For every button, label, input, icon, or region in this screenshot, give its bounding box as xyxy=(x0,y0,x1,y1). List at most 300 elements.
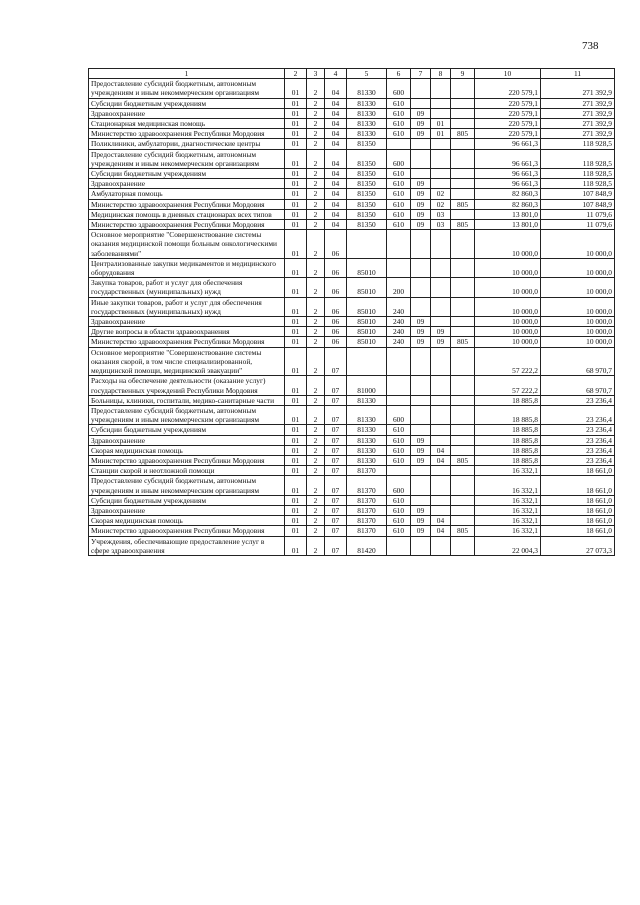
code-cell xyxy=(431,405,451,424)
code-cell: 2 xyxy=(307,199,325,209)
amount-cell: 23 236,4 xyxy=(541,425,615,435)
code-cell xyxy=(411,466,431,476)
code-cell: 07 xyxy=(325,376,347,395)
amount-cell: 16 332,1 xyxy=(475,495,541,505)
row-label: Иные закупки товаров, работ и услуг для обеспечения государственных (муниципальных) нужд xyxy=(89,297,285,316)
amount-cell: 23 236,4 xyxy=(541,395,615,405)
code-cell: 610 xyxy=(387,129,411,139)
code-cell: 2 xyxy=(307,278,325,297)
code-cell: 610 xyxy=(387,108,411,118)
table-row xyxy=(89,455,615,465)
code-cell: 01 xyxy=(285,405,307,424)
code-cell xyxy=(431,139,451,149)
code-cell: 06 xyxy=(325,258,347,277)
row-label: Медицинская помощь в дневных стационарах всех типов xyxy=(89,209,285,219)
amount-cell: 27 073,3 xyxy=(541,536,615,555)
code-cell xyxy=(431,297,451,316)
code-cell xyxy=(451,425,475,435)
code-cell xyxy=(451,395,475,405)
code-cell: 07 xyxy=(325,395,347,405)
row-label: Здравоохранение xyxy=(89,179,285,189)
code-cell xyxy=(387,395,411,405)
code-cell: 81350 xyxy=(347,179,387,189)
amount-cell: 16 332,1 xyxy=(475,476,541,495)
code-cell xyxy=(431,347,451,376)
page-number: 738 xyxy=(582,40,599,52)
amount-cell: 107 848,9 xyxy=(541,189,615,199)
row-label: Предоставление субсидий бюджетным, автономным учреждениям и иным некоммерческим организациям xyxy=(89,79,285,98)
amount-cell: 271 392,9 xyxy=(541,98,615,108)
amount-cell: 96 661,3 xyxy=(475,139,541,149)
code-cell: 04 xyxy=(325,199,347,209)
code-cell xyxy=(431,108,451,118)
row-label: Скорая медицинская помощь xyxy=(89,516,285,526)
code-cell: 85010 xyxy=(347,337,387,347)
amount-cell: 82 860,3 xyxy=(475,189,541,199)
code-cell: 01 xyxy=(285,327,307,337)
amount-cell: 220 579,1 xyxy=(475,108,541,118)
amount-cell: 11 079,6 xyxy=(541,220,615,230)
code-cell: 2 xyxy=(307,230,325,259)
amount-cell: 18 885,8 xyxy=(475,425,541,435)
amount-cell: 271 392,9 xyxy=(541,108,615,118)
code-cell: 2 xyxy=(307,376,325,395)
code-cell: 2 xyxy=(307,98,325,108)
code-cell: 01 xyxy=(285,149,307,168)
code-cell: 610 xyxy=(387,220,411,230)
amount-cell: 13 801,0 xyxy=(475,209,541,219)
code-cell: 07 xyxy=(325,466,347,476)
code-cell: 09 xyxy=(411,119,431,129)
column-header: 11 xyxy=(541,69,615,79)
code-cell: 2 xyxy=(307,297,325,316)
code-cell xyxy=(451,189,475,199)
code-cell xyxy=(431,258,451,277)
code-cell: 01 xyxy=(285,347,307,376)
code-cell: 2 xyxy=(307,425,325,435)
row-label: Субсидии бюджетным учреждениям xyxy=(89,425,285,435)
code-cell: 06 xyxy=(325,317,347,327)
code-cell xyxy=(431,466,451,476)
amount-cell: 23 236,4 xyxy=(541,455,615,465)
code-cell: 81330 xyxy=(347,435,387,445)
code-cell: 200 xyxy=(387,278,411,297)
code-cell: 610 xyxy=(387,179,411,189)
code-cell: 03 xyxy=(431,220,451,230)
code-cell xyxy=(411,149,431,168)
code-cell: 01 xyxy=(285,376,307,395)
code-cell: 01 xyxy=(285,466,307,476)
code-cell: 805 xyxy=(451,220,475,230)
code-cell: 07 xyxy=(325,347,347,376)
table-row xyxy=(89,317,615,327)
code-cell: 06 xyxy=(325,297,347,316)
amount-cell: 22 004,3 xyxy=(475,536,541,555)
code-cell xyxy=(451,108,475,118)
code-cell: 610 xyxy=(387,169,411,179)
code-cell: 81350 xyxy=(347,139,387,149)
code-cell: 01 xyxy=(285,505,307,515)
code-cell xyxy=(451,516,475,526)
table-row xyxy=(89,395,615,405)
code-cell: 2 xyxy=(307,435,325,445)
amount-cell: 18 885,8 xyxy=(475,395,541,405)
code-cell: 01 xyxy=(285,169,307,179)
code-cell: 2 xyxy=(307,79,325,98)
code-cell: 09 xyxy=(411,189,431,199)
code-cell: 610 xyxy=(387,425,411,435)
code-cell xyxy=(411,395,431,405)
code-cell xyxy=(451,209,475,219)
code-cell xyxy=(387,230,411,259)
code-cell xyxy=(411,258,431,277)
code-cell: 01 xyxy=(431,119,451,129)
code-cell xyxy=(451,169,475,179)
code-cell xyxy=(387,347,411,376)
code-cell: 81330 xyxy=(347,405,387,424)
code-cell: 07 xyxy=(325,405,347,424)
row-label: Субсидии бюджетным учреждениям xyxy=(89,98,285,108)
code-cell: 81000 xyxy=(347,376,387,395)
code-cell xyxy=(411,425,431,435)
code-cell: 2 xyxy=(307,189,325,199)
code-cell: 2 xyxy=(307,347,325,376)
code-cell xyxy=(431,395,451,405)
code-cell: 805 xyxy=(451,199,475,209)
code-cell: 2 xyxy=(307,327,325,337)
code-cell: 610 xyxy=(387,516,411,526)
code-cell: 805 xyxy=(451,337,475,347)
code-cell: 2 xyxy=(307,119,325,129)
code-cell: 81350 xyxy=(347,149,387,168)
row-label: Основное мероприятие "Совершенствование системы оказания скорой, в том числе специализированной, медицинской помощи, медицинской эвакуации" xyxy=(89,347,285,376)
code-cell: 2 xyxy=(307,337,325,347)
code-cell: 610 xyxy=(387,98,411,108)
code-cell: 09 xyxy=(411,108,431,118)
column-header: 9 xyxy=(451,69,475,79)
code-cell: 610 xyxy=(387,445,411,455)
amount-cell: 10 000,0 xyxy=(541,258,615,277)
code-cell: 06 xyxy=(325,278,347,297)
code-cell: 2 xyxy=(307,536,325,555)
row-label: Скорая медицинская помощь xyxy=(89,445,285,455)
table-row xyxy=(89,179,615,189)
code-cell: 04 xyxy=(325,108,347,118)
amount-cell: 16 332,1 xyxy=(475,466,541,476)
code-cell xyxy=(431,230,451,259)
row-label: Другие вопросы в области здравоохранения xyxy=(89,327,285,337)
code-cell: 01 xyxy=(285,108,307,118)
code-cell: 2 xyxy=(307,179,325,189)
row-label: Централизованные закупки медикаментов и медицинского оборудования xyxy=(89,258,285,277)
code-cell: 02 xyxy=(431,189,451,199)
amount-cell: 271 392,9 xyxy=(541,79,615,98)
code-cell: 09 xyxy=(411,505,431,515)
amount-cell: 18 885,8 xyxy=(475,435,541,445)
column-header: 1 xyxy=(89,69,285,79)
code-cell xyxy=(411,139,431,149)
code-cell: 85010 xyxy=(347,317,387,327)
code-cell xyxy=(451,230,475,259)
code-cell: 2 xyxy=(307,476,325,495)
amount-cell: 18 661,0 xyxy=(541,526,615,536)
amount-cell: 10 000,0 xyxy=(475,258,541,277)
code-cell xyxy=(451,476,475,495)
budget-table xyxy=(88,68,615,556)
code-cell xyxy=(431,536,451,555)
row-label: Поликлиники, амбулатории, диагностические центры xyxy=(89,139,285,149)
code-cell xyxy=(451,376,475,395)
code-cell: 06 xyxy=(325,327,347,337)
table-row xyxy=(89,435,615,445)
code-cell: 04 xyxy=(431,445,451,455)
code-cell: 2 xyxy=(307,395,325,405)
code-cell: 610 xyxy=(387,435,411,445)
amount-cell: 10 000,0 xyxy=(475,327,541,337)
code-cell: 81330 xyxy=(347,395,387,405)
code-cell xyxy=(431,79,451,98)
code-cell xyxy=(347,347,387,376)
amount-cell: 18 885,8 xyxy=(475,445,541,455)
code-cell xyxy=(411,230,431,259)
code-cell: 04 xyxy=(325,220,347,230)
code-cell: 09 xyxy=(411,129,431,139)
table-row xyxy=(89,220,615,230)
row-label: Больницы, клиники, госпитали, медико-санитарные части xyxy=(89,395,285,405)
code-cell: 805 xyxy=(451,129,475,139)
code-cell: 01 xyxy=(285,297,307,316)
column-header: 3 xyxy=(307,69,325,79)
code-cell xyxy=(451,505,475,515)
row-label: Учреждения, обеспечивающие предоставление услуг в сфере здравоохранения xyxy=(89,536,285,555)
code-cell xyxy=(411,476,431,495)
code-cell: 07 xyxy=(325,536,347,555)
amount-cell: 10 000,0 xyxy=(541,327,615,337)
amount-cell: 96 661,3 xyxy=(475,179,541,189)
code-cell xyxy=(411,536,431,555)
row-label: Министерство здравоохранения Республики Мордовия xyxy=(89,220,285,230)
table-row xyxy=(89,425,615,435)
code-cell: 04 xyxy=(325,189,347,199)
row-label: Здравоохранение xyxy=(89,505,285,515)
row-label: Расходы на обеспечение деятельности (оказание услуг) государственных учреждений Республики Мордовия xyxy=(89,376,285,395)
code-cell: 81420 xyxy=(347,536,387,555)
code-cell: 01 xyxy=(285,258,307,277)
code-cell xyxy=(451,317,475,327)
code-cell xyxy=(387,376,411,395)
code-cell: 07 xyxy=(325,505,347,515)
code-cell: 240 xyxy=(387,327,411,337)
code-cell xyxy=(387,139,411,149)
column-header: 8 xyxy=(431,69,451,79)
column-header: 5 xyxy=(347,69,387,79)
row-label: Станции скорой и неотложной помощи xyxy=(89,466,285,476)
code-cell: 81350 xyxy=(347,220,387,230)
code-cell: 805 xyxy=(451,526,475,536)
table-row xyxy=(89,337,615,347)
amount-cell: 10 000,0 xyxy=(541,337,615,347)
amount-cell: 220 579,1 xyxy=(475,119,541,129)
code-cell xyxy=(411,495,431,505)
code-cell: 07 xyxy=(325,476,347,495)
amount-cell: 18 661,0 xyxy=(541,495,615,505)
code-cell xyxy=(431,376,451,395)
code-cell: 07 xyxy=(325,455,347,465)
code-cell xyxy=(451,536,475,555)
code-cell: 04 xyxy=(431,516,451,526)
code-cell: 610 xyxy=(387,495,411,505)
code-cell: 09 xyxy=(411,455,431,465)
code-cell xyxy=(411,98,431,108)
amount-cell: 10 000,0 xyxy=(541,230,615,259)
row-label: Министерство здравоохранения Республики Мордовия xyxy=(89,199,285,209)
amount-cell: 18 661,0 xyxy=(541,476,615,495)
row-label: Предоставление субсидий бюджетным, автономным учреждениям и иным некоммерческим организациям xyxy=(89,405,285,424)
code-cell xyxy=(431,425,451,435)
code-cell xyxy=(411,278,431,297)
code-cell: 01 xyxy=(285,445,307,455)
code-cell xyxy=(411,376,431,395)
table-row xyxy=(89,199,615,209)
code-cell: 81330 xyxy=(347,425,387,435)
code-cell: 2 xyxy=(307,505,325,515)
code-cell: 04 xyxy=(325,169,347,179)
row-label: Субсидии бюджетным учреждениям xyxy=(89,495,285,505)
row-label: Основное мероприятие "Совершенствование системы оказания медицинской помощи больным онкологическими заболеваниями" xyxy=(89,230,285,259)
table-row xyxy=(89,79,615,98)
code-cell: 01 xyxy=(285,495,307,505)
code-cell: 04 xyxy=(325,79,347,98)
amount-cell: 82 860,3 xyxy=(475,199,541,209)
code-cell: 04 xyxy=(325,129,347,139)
code-cell xyxy=(451,98,475,108)
code-cell xyxy=(451,149,475,168)
amount-cell: 118 928,5 xyxy=(541,179,615,189)
code-cell: 01 xyxy=(285,139,307,149)
amount-cell: 220 579,1 xyxy=(475,98,541,108)
table-row xyxy=(89,327,615,337)
row-label: Амбулаторная помощь xyxy=(89,189,285,199)
code-cell: 610 xyxy=(387,189,411,199)
code-cell xyxy=(431,317,451,327)
table-row xyxy=(89,119,615,129)
code-cell xyxy=(451,327,475,337)
code-cell: 81330 xyxy=(347,79,387,98)
code-cell: 2 xyxy=(307,258,325,277)
amount-cell: 118 928,5 xyxy=(541,139,615,149)
amount-cell: 107 848,9 xyxy=(541,199,615,209)
code-cell: 610 xyxy=(387,505,411,515)
table-row xyxy=(89,347,615,376)
code-cell xyxy=(451,435,475,445)
code-cell: 06 xyxy=(325,337,347,347)
row-label: Здравоохранение xyxy=(89,108,285,118)
code-cell xyxy=(451,278,475,297)
amount-cell: 68 970,7 xyxy=(541,376,615,395)
table-row xyxy=(89,230,615,259)
code-cell: 07 xyxy=(325,435,347,445)
row-label: Предоставление субсидий бюджетным, автономным учреждениям и иным некоммерческим организациям xyxy=(89,476,285,495)
code-cell: 2 xyxy=(307,149,325,168)
code-cell: 85010 xyxy=(347,258,387,277)
code-cell: 09 xyxy=(411,209,431,219)
amount-cell: 23 236,4 xyxy=(541,405,615,424)
table-row xyxy=(89,445,615,455)
code-cell: 81330 xyxy=(347,129,387,139)
row-label: Стационарная медицинская помощь xyxy=(89,119,285,129)
code-cell xyxy=(431,149,451,168)
row-label: Субсидии бюджетным учреждениям xyxy=(89,169,285,179)
column-header: 4 xyxy=(325,69,347,79)
code-cell xyxy=(451,405,475,424)
code-cell xyxy=(411,169,431,179)
amount-cell: 68 970,7 xyxy=(541,347,615,376)
code-cell xyxy=(411,405,431,424)
column-header: 6 xyxy=(387,69,411,79)
code-cell: 2 xyxy=(307,139,325,149)
code-cell: 09 xyxy=(411,526,431,536)
table-row xyxy=(89,526,615,536)
code-cell: 2 xyxy=(307,169,325,179)
code-cell xyxy=(431,476,451,495)
code-cell: 610 xyxy=(387,119,411,129)
code-cell: 610 xyxy=(387,455,411,465)
code-cell: 01 xyxy=(285,189,307,199)
header-row xyxy=(89,69,615,79)
code-cell: 01 xyxy=(285,536,307,555)
code-cell: 2 xyxy=(307,108,325,118)
code-cell: 01 xyxy=(285,395,307,405)
code-cell: 600 xyxy=(387,79,411,98)
code-cell: 81330 xyxy=(347,455,387,465)
code-cell: 85010 xyxy=(347,327,387,337)
code-cell: 600 xyxy=(387,405,411,424)
code-cell: 01 xyxy=(285,220,307,230)
table-row xyxy=(89,108,615,118)
amount-cell: 10 000,0 xyxy=(475,230,541,259)
code-cell: 85010 xyxy=(347,278,387,297)
code-cell: 81370 xyxy=(347,516,387,526)
code-cell: 01 xyxy=(285,455,307,465)
amount-cell: 16 332,1 xyxy=(475,526,541,536)
code-cell: 2 xyxy=(307,209,325,219)
amount-cell: 18 661,0 xyxy=(541,516,615,526)
code-cell: 81370 xyxy=(347,495,387,505)
code-cell: 04 xyxy=(325,98,347,108)
code-cell: 610 xyxy=(387,199,411,209)
code-cell: 04 xyxy=(431,455,451,465)
table-row xyxy=(89,129,615,139)
code-cell xyxy=(431,278,451,297)
table-row xyxy=(89,376,615,395)
code-cell: 85010 xyxy=(347,297,387,316)
amount-cell: 96 661,3 xyxy=(475,149,541,168)
code-cell: 09 xyxy=(411,445,431,455)
code-cell: 01 xyxy=(285,230,307,259)
code-cell: 01 xyxy=(285,278,307,297)
code-cell xyxy=(431,169,451,179)
table-row xyxy=(89,405,615,424)
code-cell: 01 xyxy=(285,119,307,129)
amount-cell: 18 885,8 xyxy=(475,455,541,465)
amount-cell: 10 000,0 xyxy=(541,317,615,327)
code-cell xyxy=(387,258,411,277)
amount-cell: 57 222,2 xyxy=(475,376,541,395)
code-cell: 01 xyxy=(431,129,451,139)
code-cell: 01 xyxy=(285,526,307,536)
row-label: Закупка товаров, работ и услуг для обеспечения государственных (муниципальных) нужд xyxy=(89,278,285,297)
table-row xyxy=(89,139,615,149)
